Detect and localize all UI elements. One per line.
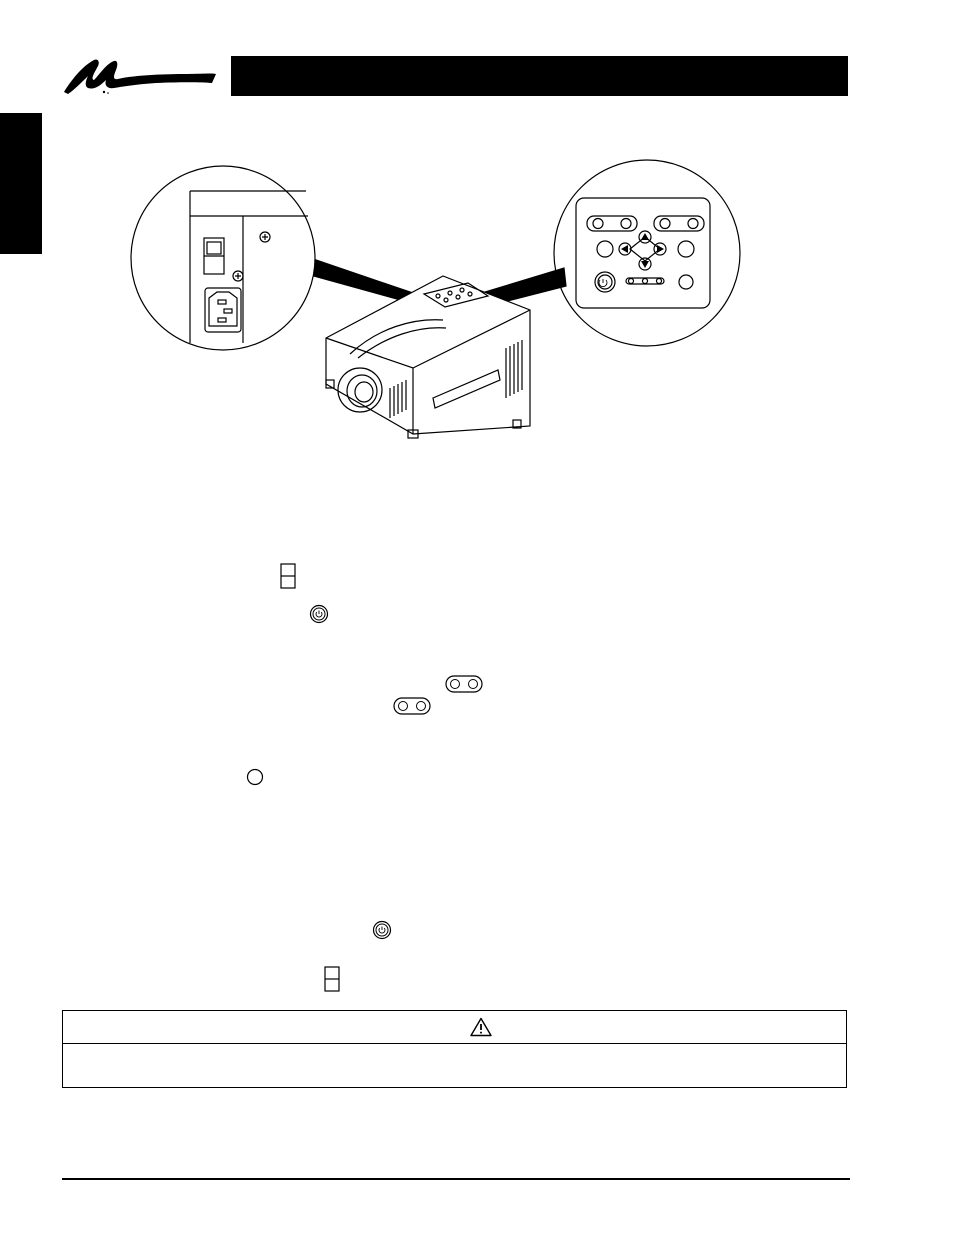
power-switch-icon: [280, 563, 296, 589]
title-bar: [231, 56, 848, 96]
warning-box: [62, 1010, 847, 1088]
brand-logo: [60, 52, 220, 98]
side-tab: [0, 113, 42, 254]
rear-panel-callout: [131, 166, 315, 350]
warning-triangle-icon: [470, 1017, 492, 1037]
round-button-icon: [246, 768, 264, 786]
double-button-icon: [445, 675, 483, 693]
projector-illustration: [128, 158, 742, 454]
double-button-icon: [393, 697, 431, 715]
power-switch-icon: [324, 966, 340, 992]
power-button-icon: [372, 920, 392, 940]
control-panel-callout: [554, 160, 740, 346]
footer-rule: [62, 1178, 850, 1180]
warning-divider: [63, 1043, 846, 1044]
projector-body: [326, 276, 530, 438]
power-button-icon: [309, 604, 329, 624]
